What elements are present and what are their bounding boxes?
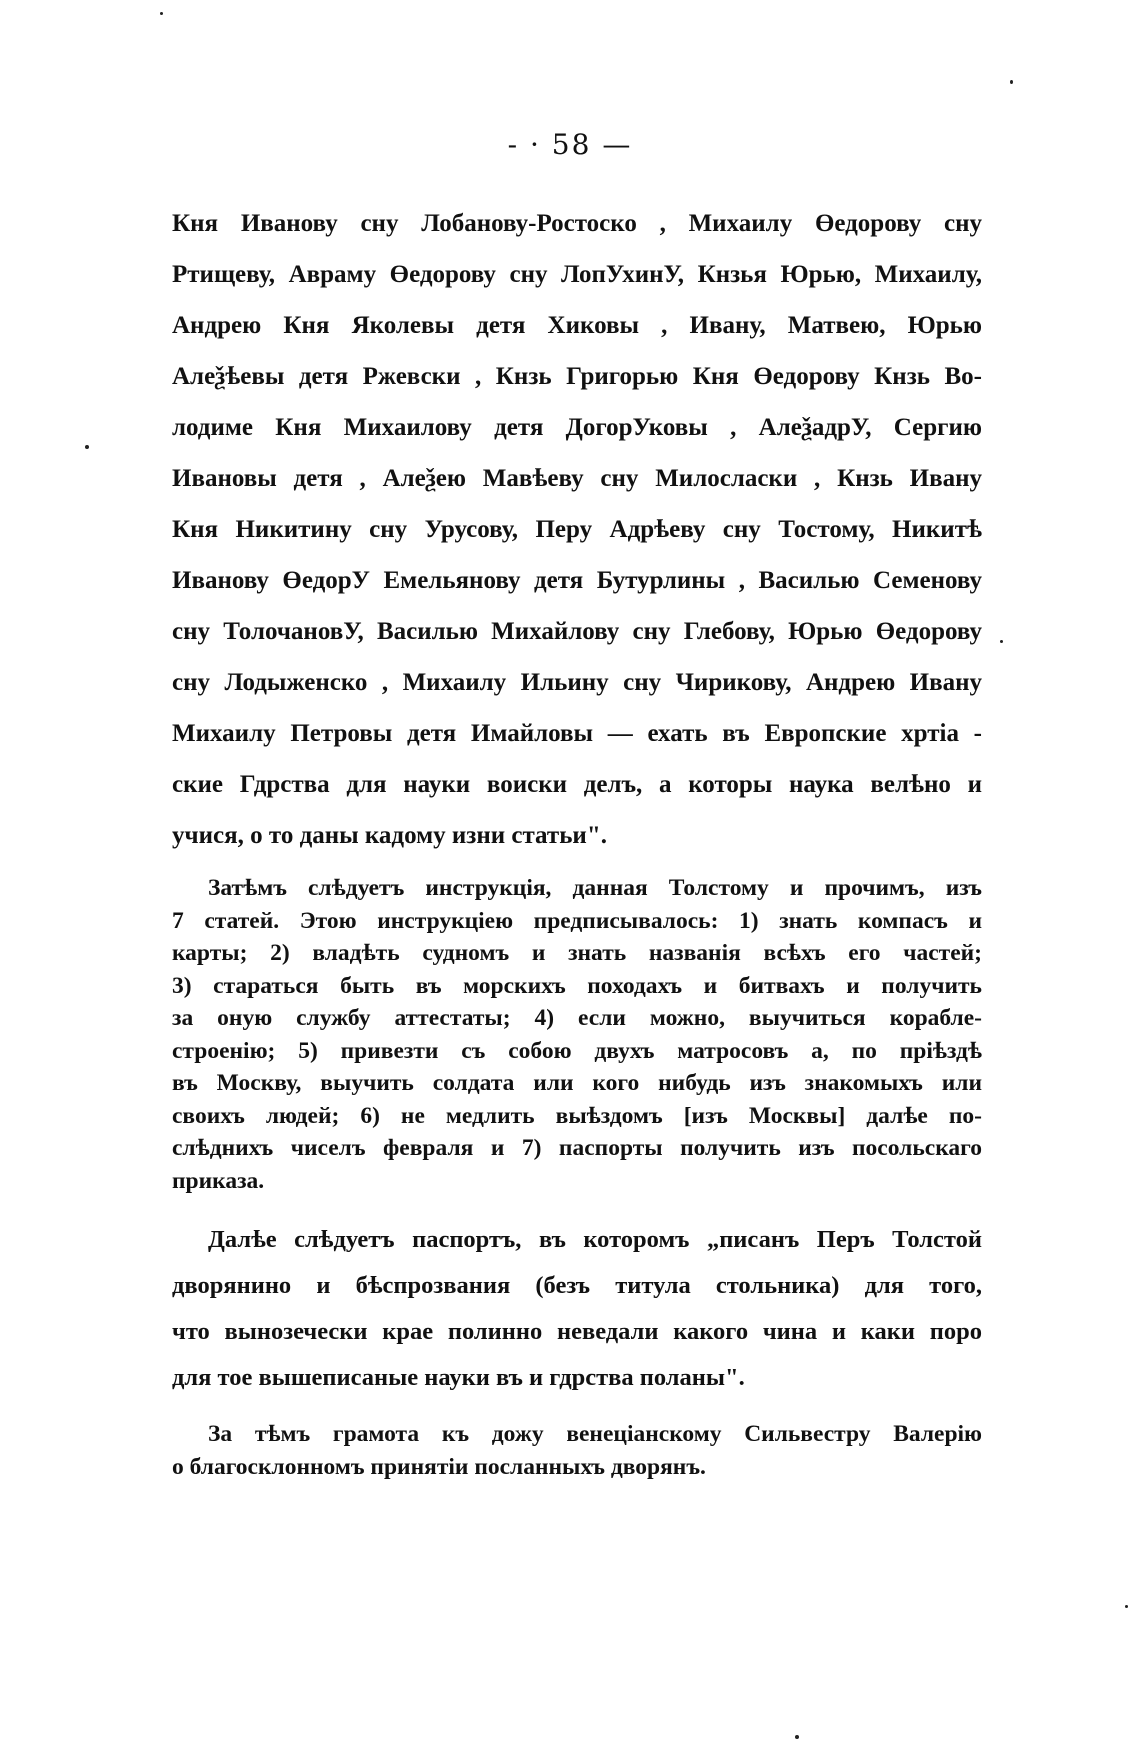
paragraph-line: строенію; 5) привезти съ собою двухъ матросовъ а, по пріѣздѣ — [172, 1037, 982, 1064]
paragraph-line: о благосклонномъ принятіи посланныхъ дворянъ. — [172, 1453, 706, 1480]
quote-line: Ртищеву, Авраму Өедорову сну ЛопУхинУ, Кнзья Юрью, Михаилу, — [172, 261, 982, 288]
quote-line: сну Лодыженско , Михаилу Ильину сну Чирикову, Андрею Ивану — [172, 669, 982, 696]
scan-speck — [1010, 80, 1013, 84]
quote-line: сну ТолочановУ, Василью Михайлову сну Глебову, Юрью Өедорову — [172, 618, 982, 645]
quote-line: скиe Гдрства для науки воиски делъ, а которы наука велѣно и — [172, 771, 982, 798]
quote-line: Кня Иванову сну Лобанову-Ростоско , Михаилу Өедорову сну — [172, 210, 982, 237]
paragraph-instruction — [172, 872, 982, 1197]
paragraph-passport — [172, 1217, 982, 1401]
paragraph-line: 3) стараться быть въ морскихъ походахъ и битвахъ и получить — [172, 972, 982, 999]
scan-speck — [1125, 1605, 1128, 1608]
quoted-document-text — [172, 198, 982, 861]
quote-line: учися, о то даны кадому изни статьи". — [172, 822, 607, 849]
scan-speck — [160, 12, 163, 15]
paragraph-line: 7 статей. Этою инструкціею предписывалось: 1) знать компасъ и — [172, 907, 982, 934]
quote-line: Алеѯѣевы детя Ржевски , Кнзь Григорью Кня Өедорову Кнзь Во- — [172, 363, 982, 390]
paragraph-line: за оную службу аттестаты; 4) если можно, выучиться корабле- — [172, 1005, 982, 1031]
quote-line: Кня Никитину сну Урусову, Перу Адрѣеву сну Тостому, Никитѣ — [172, 516, 982, 543]
scan-speck — [85, 445, 89, 449]
quote-line: лодиме Кня Михаилову детя ДогорУковы , АлеѯадрУ, Сергию — [172, 414, 982, 441]
paragraph-line: Затѣмъ слѣдуетъ инструкція, данная Толстому и прочимъ, изъ — [208, 875, 982, 901]
paragraph-charter — [172, 1418, 982, 1483]
paragraph-line: дворянино и бѣспрозвания (безъ титула стольника) для того, — [172, 1272, 982, 1299]
quote-line: Иванову ӨедорУ Емельянову детя Бутурлины , Василью Семенову — [172, 567, 982, 594]
quote-line: Михаилу Петровы детя Имайловы — ехать въ Европскиe хртіа - — [172, 720, 982, 747]
scan-speck — [1000, 640, 1003, 643]
paragraph-line: Далѣе слѣдуетъ паспортъ, въ которомъ „писанъ Перъ Толстой — [208, 1226, 982, 1253]
paragraph-line: своихъ людей; 6) не медлить выѣздомъ [изъ Москвы] далѣе по- — [172, 1102, 982, 1129]
quote-line: Андрею Кня Яколевы детя Хиковы , Ивану, Матвею, Юрью — [172, 312, 982, 339]
scan-speck — [795, 1735, 799, 1739]
paragraph-line: для тое вышеписаные науки въ и гдрства поланы". — [172, 1364, 745, 1391]
paragraph-line: карты; 2) владѣть судномъ и знать названія всѣхъ его частей; — [172, 940, 982, 966]
page-number: - · 58 — — [507, 128, 633, 161]
quote-line: Ивановы детя , Алеѯею Мавѣеву сну Милосласки , Кнзь Ивану — [172, 465, 982, 492]
paragraph-line: приказа. — [172, 1167, 265, 1194]
paragraph-line: слѣднихъ чиселъ февраля и 7) паспорты получить изъ посольскаго — [172, 1135, 982, 1161]
paragraph-line: что вынозечески крае полинно неведали какого чина и каки поро — [172, 1318, 982, 1345]
paragraph-line: За тѣмъ грамота къ дожу венеціанскому Сильвестру Валерію — [208, 1421, 982, 1447]
paragraph-line: въ Москву, выучить солдата или кого нибудь изъ знакомыхъ или — [172, 1070, 982, 1096]
